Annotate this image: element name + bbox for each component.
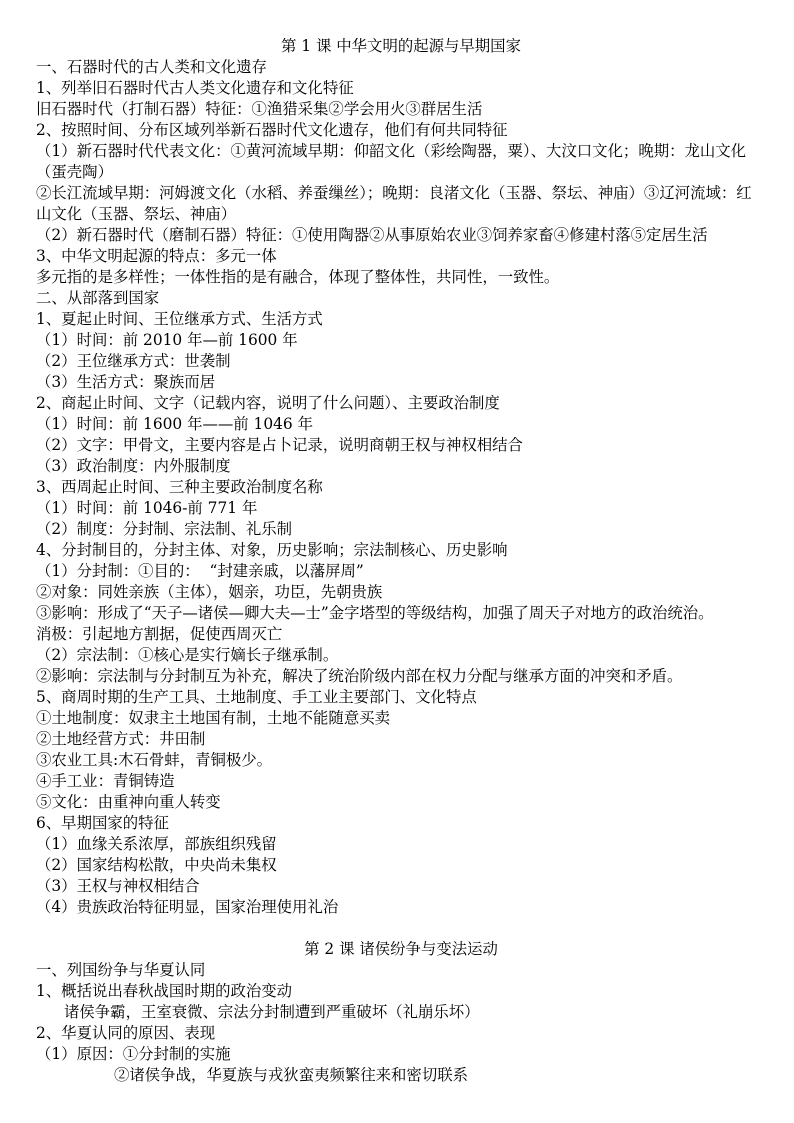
text-line: （1）时间：前 1046-前 771 年	[36, 499, 258, 517]
text-line: ②诸侯争战，华夏族与戎狄蛮夷频繁往来和密切联系	[114, 1066, 468, 1084]
text-line: （2）文字：甲骨文，主要内容是占卜记录，说明商朝王权与神权相结合	[36, 436, 523, 454]
text-line: （1）时间：前 2010 年—前 1600 年	[36, 331, 298, 349]
text-line: ②影响：宗法制与分封制互为补充，解决了统治阶级内部在权力分配与继承方面的冲突和矛盾。	[36, 667, 683, 685]
text-line: （2）国家结构松散，中央尚未集权	[36, 856, 277, 874]
text-line: （1）分封制：①目的： “封建亲戚，以藩屏周”	[36, 562, 364, 580]
question-2-5: 5、商周时期的生产工具、土地制度、手工业主要部门、文化特点	[36, 688, 477, 706]
document-content	[36, 36, 766, 1086]
text-line: （2）王位继承方式：世袭制	[36, 352, 231, 370]
question-2-3: 3、西周起止时间、三种主要政治制度名称	[36, 478, 323, 496]
heading-1: 一、列国纷争与华夏认同	[36, 961, 206, 979]
text-line: （2）新石器时代（磨制石器）特征：①使用陶器②从事原始农业③饲养家畜④修建村落⑤定居生活	[36, 226, 708, 244]
text-line: ②长江流域早期：河姆渡文化（水稻、养蚕缫丝）；晚期：良渚文化（玉器、祭坛、神庙）③辽河流域：红山文化（玉器、祭坛、神庙）	[36, 184, 752, 223]
text-line: （1）时间：前 1600 年——前 1046 年	[36, 415, 313, 433]
text-line: （3）生活方式：聚族而居	[36, 373, 216, 391]
question-1-1: 1、概括说出春秋战国时期的政治变动	[36, 982, 293, 1000]
text-line: ③影响：形成了“天子—诸侯—卿大夫—士”金字塔型的等级结构，加强了周天子对地方的政治统治。	[36, 604, 714, 622]
text-line: （3）政治制度：内外服制度	[36, 457, 231, 475]
lesson-2-title: 第 2 课 诸侯纷争与变法运动	[304, 940, 498, 958]
text-line: ③农业工具:木石骨蚌，青铜极少。	[36, 751, 273, 769]
text-line: 旧石器时代（打制石器）特征：①渔猎采集②学会用火③群居生活	[36, 100, 483, 118]
question-2-1: 1、夏起止时间、王位继承方式、生活方式	[36, 310, 323, 328]
question-1-2: 2、华夏认同的原因、表现	[36, 1024, 216, 1042]
question-2-2: 2、商起止时间、文字（记载内容，说明了什么问题）、主要政治制度	[36, 394, 500, 412]
question-2-4: 4、分封制目的，分封主体、对象，历史影响；宗法制核心、历史影响	[36, 541, 508, 559]
text-line: （1）血缘关系浓厚，部族组织残留	[36, 835, 277, 853]
text-line: 多元指的是多样性；一体性指的是有融合，体现了整体性，共同性，一致性。	[36, 268, 560, 286]
text-line: ④手工业：青铜铸造	[36, 772, 175, 790]
text-line: ⑤文化：由重神向重人转变	[36, 793, 221, 811]
lesson-1-title: 第 1 课 中华文明的起源与早期国家	[281, 37, 521, 55]
text-line: （2）制度：分封制、宗法制、礼乐制	[36, 520, 293, 538]
heading-1: 一、石器时代的古人类和文化遗存	[36, 58, 267, 76]
text-line: ①土地制度：奴隶主土地国有制，土地不能随意买卖	[36, 709, 390, 727]
text-line: （2）宗法制：①核心是实行嫡长子继承制。	[36, 646, 339, 664]
question-1-1: 1、列举旧石器时代古人类文化遗存和文化特征	[36, 79, 354, 97]
text-line: （1）新石器时代代表文化：①黄河流域早期：仰韶文化（彩绘陶器，粟）、大汶口文化；晚期：龙山文化（蛋壳陶）	[36, 142, 747, 181]
heading-2: 二、从部落到国家	[36, 289, 160, 307]
lesson-2-body	[36, 960, 766, 1086]
text-line: 诸侯争霸，王室衰微、宗法分封制遭到严重破坏（礼崩乐坏）	[64, 1003, 480, 1021]
text-line: 消极：引起地方割据，促使西周灭亡	[36, 625, 283, 643]
text-line: （3）王权与神权相结合	[36, 877, 200, 895]
lesson-1-body	[36, 57, 766, 918]
question-1-3: 3、中华文明起源的特点：多元一体	[36, 247, 277, 265]
text-line: （4）贵族政治特征明显，国家治理使用礼治	[36, 898, 339, 916]
text-line: ②对象：同姓亲族（主体），姻亲，功臣，先朝贵族	[36, 583, 383, 601]
question-1-2: 2、按照时间、分布区域列举新石器时代文化遗存，他们有何共同特征	[36, 121, 508, 139]
question-2-6: 6、早期国家的特征	[36, 814, 169, 832]
text-line: （1）原因：①分封制的实施	[36, 1045, 231, 1063]
text-line: ②土地经营方式：井田制	[36, 730, 206, 748]
